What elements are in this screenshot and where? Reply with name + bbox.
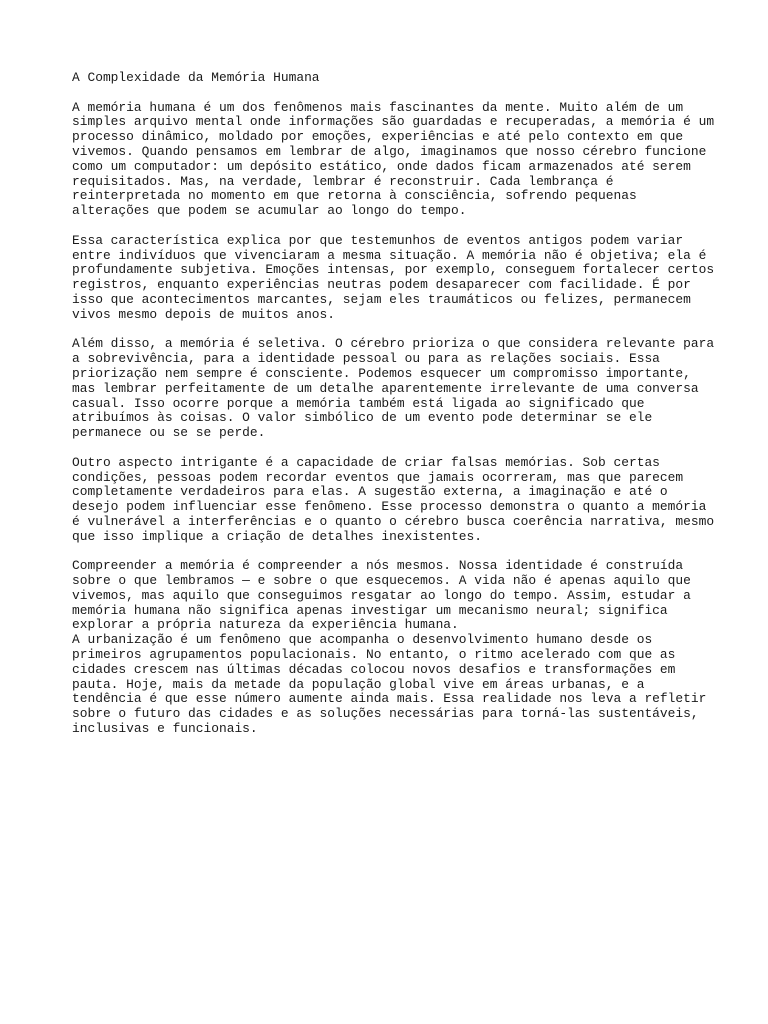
paragraph-line: sobre o que lembramos — e sobre o que esquecemos. A vida não é apenas aquilo que <box>72 573 691 589</box>
paragraph-line: Compreender a memória é compreender a nós mesmos. Nossa identidade é construída <box>72 558 684 574</box>
paragraph-line: primeiros agrupamentos populacionais. No entanto, o ritmo acelerado com que as <box>72 647 676 663</box>
paragraph-line: mas lembrar perfeitamente de um detalhe aparentemente irrelevante de uma conversa <box>72 380 699 396</box>
paragraph-line: inclusivas e funcionais. <box>72 721 258 737</box>
paragraph-line: sobre o futuro das cidades e as soluções necessárias para torná-las sustentáveis, <box>72 706 699 722</box>
paragraph-line: isso que acontecimentos marcantes, sejam eles traumáticos ou felizes, permanecem <box>72 291 691 307</box>
paragraph-line: pauta. Hoje, mais da metade da população global vive em áreas urbanas, e a <box>72 676 645 692</box>
paragraph-line: memória humana não significa apenas investigar um mecanismo neural; significa <box>72 602 668 618</box>
document-page <box>72 70 715 752</box>
paragraph-line: reinterpretada no momento em que retorna à consciência, sofrendo pequenas <box>72 188 637 204</box>
paragraph-line: priorização nem sempre é consciente. Podemos esquecer um compromisso importante, <box>72 365 691 381</box>
paragraph-line: completamente verdadeiros para elas. A sugestão externa, a imaginação e até o <box>72 484 668 500</box>
paragraph-line: A urbanização é um fenômeno que acompanha o desenvolvimento humano desde os <box>72 632 653 648</box>
document-body <box>72 99 715 737</box>
paragraph-line: é vulnerável a interferências e o quanto o cérebro busca coerência narrativa, mesmo <box>72 513 715 529</box>
paragraph-line: a sobrevivência, para a identidade pessoal ou para as relações sociais. Essa <box>72 351 660 367</box>
paragraph-line: Essa característica explica por que testemunhos de eventos antigos podem variar <box>72 232 684 248</box>
paragraph-line: A memória humana é um dos fenômenos mais fascinantes da mente. Muito além de um <box>72 99 684 115</box>
paragraph-line: entre indivíduos que vivenciaram a mesma situação. A memória não é objetiva; ela é <box>72 247 707 263</box>
paragraph-line: permanece ou se se perde. <box>72 425 266 441</box>
paragraph-line: casual. Isso ocorre porque a memória também está ligada ao significado que <box>72 395 645 411</box>
paragraph-line: profundamente subjetiva. Emoções intensas, por exemplo, conseguem fortalecer certos <box>72 262 715 278</box>
paragraph-line: vivemos. Quando pensamos em lembrar de algo, imaginamos que nosso cérebro funcione <box>72 143 707 159</box>
paragraph-line: vivos mesmo depois de muitos anos. <box>72 306 336 322</box>
paragraph-line: tendência é que esse número aumente ainda mais. Essa realidade nos leva a refletir <box>72 691 707 707</box>
paragraph-line: alterações que podem se acumular ao longo do tempo. <box>72 203 467 219</box>
paragraph <box>72 559 712 633</box>
paragraph <box>72 633 712 737</box>
paragraph-line: explorar a própria natureza da experiência humana. <box>72 617 459 633</box>
paragraph-line: registros, enquanto experiências neutras podem desaparecer com facilidade. É por <box>72 277 691 293</box>
paragraph-line: simples arquivo mental onde informações são guardadas e recuperadas, a memória é um <box>72 114 715 130</box>
paragraph-line: condições, pessoas podem recordar eventos que jamais ocorreram, mas que parecem <box>72 469 684 485</box>
paragraph-line: que isso implique a criação de detalhes inexistentes. <box>72 528 482 544</box>
paragraph-line: desejo podem influenciar esse fenômeno. Esse processo demonstra o quanto a memória <box>72 499 707 515</box>
paragraph-line: Além disso, a memória é seletiva. O cérebro prioriza o que considera relevante para <box>72 336 715 352</box>
paragraph-line: cidades crescem nas últimas décadas colocou novos desafios e transformações em <box>72 661 676 677</box>
paragraph-line: atribuímos às coisas. O valor simbólico de um evento pode determinar se ele <box>72 410 653 426</box>
paragraph-line: processo dinâmico, moldado por emoções, experiências e até pelo contexto em que <box>72 129 684 145</box>
paragraph-line: como um computador: um depósito estático, onde dados ficam armazenados até serem <box>72 158 691 174</box>
paragraph-line: Outro aspecto intrigante é a capacidade de criar falsas memórias. Sob certas <box>72 454 660 470</box>
paragraph-line: requisitados. Mas, na verdade, lembrar é reconstruir. Cada lembrança é <box>72 173 614 189</box>
paragraph <box>72 336 715 441</box>
paragraph <box>72 99 715 219</box>
paragraph <box>72 232 715 323</box>
document-title: A Complexidade da Memória Humana <box>72 70 320 85</box>
paragraph-line: vivemos, mas aquilo que conseguimos resgatar ao longo do tempo. Assim, estudar a <box>72 587 691 603</box>
paragraph <box>72 454 715 545</box>
